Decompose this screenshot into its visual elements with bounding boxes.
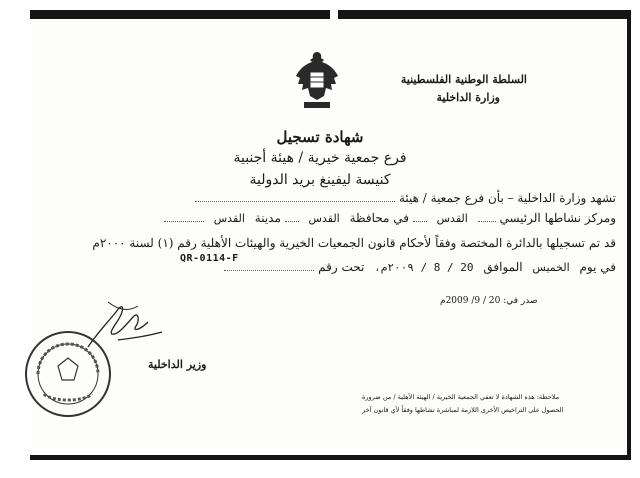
footnote-line-1: ملاحظة: هذه الشهادة لا تعفي الجمعية الخيرية / الهيئة الأهلية / من ضرورة: [362, 393, 560, 401]
date-value: 20 / 8 / ٢٠٠٩م،: [374, 261, 474, 274]
day-value: الخميس: [532, 261, 570, 274]
city-label: مدينة: [254, 211, 281, 225]
minister-title: وزير الداخلية: [148, 358, 207, 371]
body-line-3: قد تم تسجيلها بالدائرة المختصة وفقاً لأحكام قانون الجمعيات الخيرية والهيئات الأهلية رقم (١) لسنة ٢٠٠٠م: [92, 236, 616, 250]
governorate-value: القدس: [308, 212, 340, 225]
blank-line: [195, 191, 395, 202]
certificate-subtitle: فرع جمعية خيرية / هيئة أجنبية: [233, 150, 407, 166]
blank-line: [413, 211, 427, 222]
official-stamp: [22, 328, 114, 420]
scan-border-top-left: [30, 10, 330, 19]
reg-label: تحت رقم: [318, 260, 365, 274]
city-value: القدس: [213, 212, 245, 225]
body-line-1: [195, 191, 616, 205]
issue-date: صدر في: 20 / 9/ 2009م: [440, 296, 538, 306]
hq-label: ومركز نشاطها الرئيسي: [499, 211, 616, 225]
governorate-label: في محافظة: [349, 211, 409, 225]
body-line-1-text: تشهد وزارة الداخلية – بأن فرع جمعية / هيئة: [398, 191, 616, 205]
blank-line: [164, 211, 204, 222]
footnote-line-2: الحصول على التراخيص الأخرى اللازمة لمباشرة نشاطها وفقاً لأي قانون آخر: [362, 406, 564, 414]
corresponding-label: الموافق: [483, 260, 523, 274]
authority-name: السلطة الوطنية الفلسطينية: [400, 73, 527, 86]
certificate-title: شهادة تسجيل: [276, 128, 364, 146]
scan-border-bottom: [30, 455, 631, 460]
day-label: في يوم: [579, 260, 616, 274]
hq-value: القدس: [436, 212, 468, 225]
body-line-4: [224, 260, 616, 274]
eagle-emblem-icon: [292, 48, 342, 110]
blank-line: [478, 211, 496, 222]
ministry-name: وزارة الداخلية: [436, 91, 500, 104]
body-line-2: [164, 211, 616, 225]
blank-line: [285, 211, 299, 222]
scan-border-right: [627, 10, 631, 460]
registration-number: QR-0114-F: [180, 253, 239, 264]
organization-name: كنيسة ليفينغ بريد الدولية: [249, 172, 391, 188]
